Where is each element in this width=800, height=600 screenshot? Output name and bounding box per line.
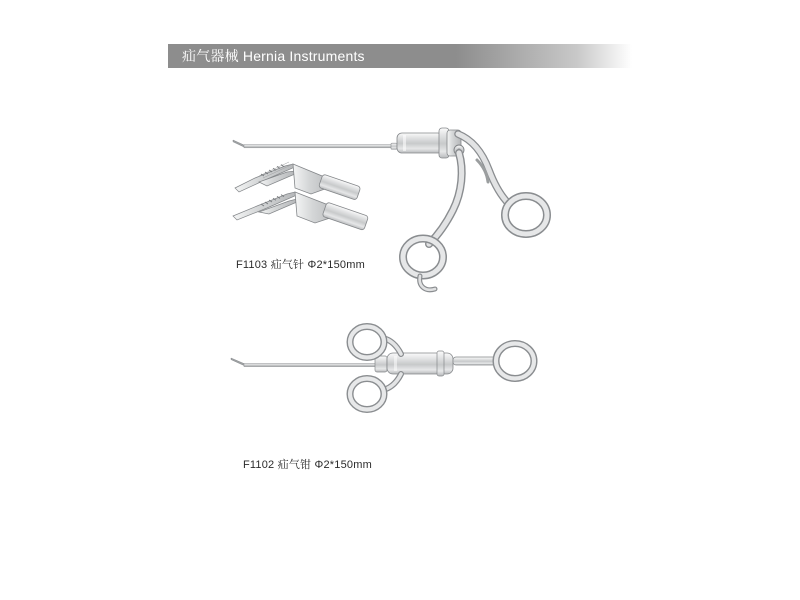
- figure-caption-hernia-needle: F1103 疝气针 Φ2*150mm: [236, 259, 365, 271]
- forceps-barrel-group: [375, 351, 497, 376]
- figure-caption-hernia-forceps: F1102 疝气钳 Φ2*150mm: [243, 459, 372, 471]
- page-title: 疝气器械 Hernia Instruments: [182, 48, 365, 64]
- needle-shaft-group: [233, 140, 399, 149]
- surgical-forceps-instrument-illustration: [215, 320, 575, 440]
- needle-fixed-handle-group: [458, 134, 547, 234]
- forceps-shaft-group: [231, 358, 378, 367]
- forceps-right-ring-group: [496, 344, 534, 379]
- figure-hernia-forceps: [215, 320, 575, 440]
- section-header-band: [168, 44, 632, 68]
- needle-hub-group: [397, 128, 461, 158]
- needle-movable-handle-group: [403, 145, 488, 290]
